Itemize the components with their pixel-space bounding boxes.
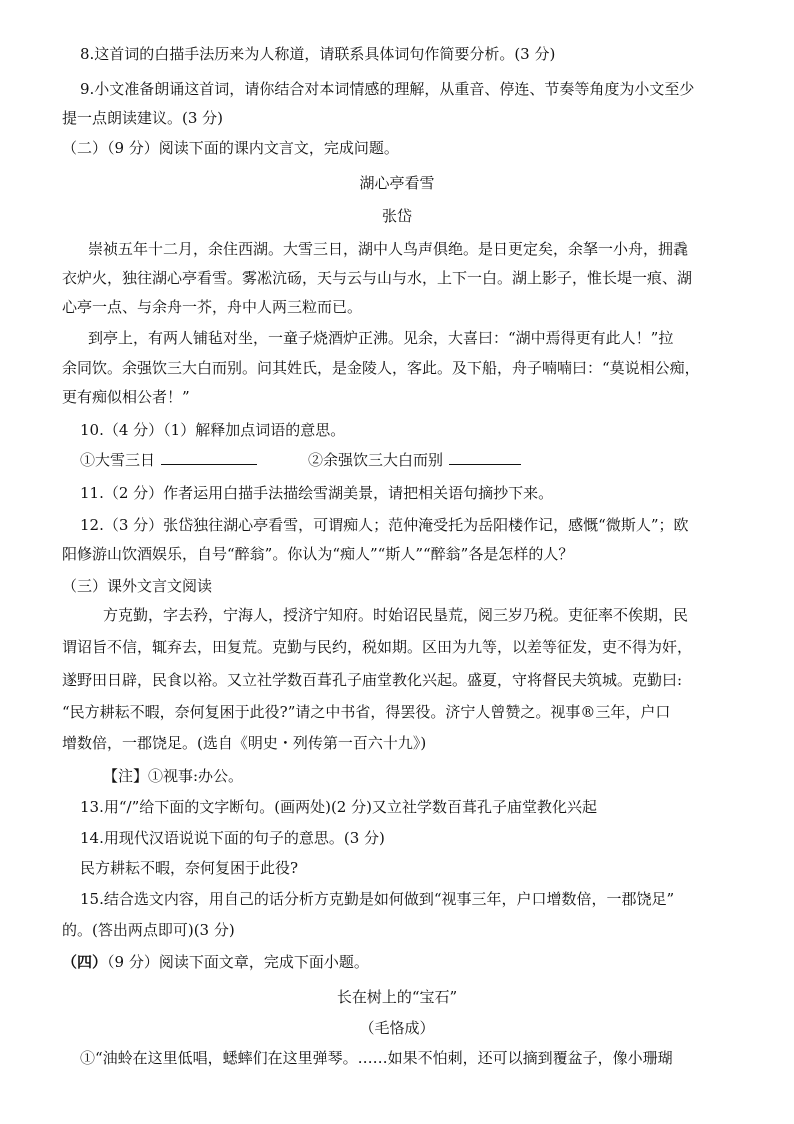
section-2-title: 湖心亭看雪 xyxy=(359,174,435,192)
section-2-author: 张岱 xyxy=(381,207,412,225)
question-14: 14.用现代汉语说说下面的句子的意思。(3 分) xyxy=(80,829,385,847)
section-4-title: 长在树上的“宝石” xyxy=(336,988,458,1006)
section-3-passage-line-2: 谓诏旨不信，辄弃去，田复荒。克勤与民约，税如期。区田为九等，以差等征发，吏不得为奸， xyxy=(62,638,693,656)
section-3-passage-line-1: 方克勤，字去矜，宁海人，授济宁知府。时始诏民垦荒，阅三岁乃税。吏征率不俟期，民 xyxy=(103,606,689,624)
question-14-sentence: 民方耕耘不暇，奈何复困于此役? xyxy=(80,859,299,877)
question-10: 10.（4 分）（1）解释加点词语的意思。 xyxy=(80,421,346,439)
section-3-note: 【注】①视事:办公。 xyxy=(103,767,244,785)
question-8: 8.这首词的白描手法历来为人称道，请联系具体词句作简要分析。(3 分) xyxy=(80,45,556,63)
section-4-instruction: （9 分）阅读下面文章，完成下面小题。 xyxy=(107,953,369,971)
question-10-item-b xyxy=(308,450,521,470)
question-11: 11.（2 分）作者运用白描手法描绘雪湖美景，请把相关语句摘抄下来。 xyxy=(80,484,554,502)
section-2-paragraph-1-line-2: 衣炉火，独往湖心亭看雪。雾凇沆砀，天与云与山与水，上下一白。湖上影子，惟长堤一痕、湖 xyxy=(62,269,693,287)
section-2-paragraph-2-line-2: 余同饮。余强饮三大白而别。问其姓氏，是金陵人，客此。及下船，舟子喃喃曰：“莫说相公痴， xyxy=(62,359,700,377)
section-2-paragraph-2-line-1: 到亭上，有两人铺毡对坐，一童子烧酒炉正沸。见余，大喜曰：“湖中焉得更有此人！”拉 xyxy=(88,329,674,347)
question-10-item-a xyxy=(80,450,257,470)
question-10-item-a-text: ①大雪三日 xyxy=(80,451,156,469)
section-2-paragraph-2-line-3: 更有痴似相公者！” xyxy=(62,388,190,406)
section-4-label: （四） xyxy=(62,953,108,971)
section-3-passage-line-5: 增数倍，一郡饶足。(选自《明史・列传第一百六十九》) xyxy=(62,734,427,752)
section-3-passage-line-4: “民方耕耘不暇，奈何复困于此役?”请之中书省，得罢役。济宁人曾赞之。视事®三年，户口 xyxy=(62,703,671,721)
question-12-line-1: 12.（3 分）张岱独往湖心亭看雪，可谓痴人；范仲淹受托为岳阳楼作记，感慨“微斯人”；欧 xyxy=(80,516,689,534)
question-10-item-b-text: ②余强饮三大白而别 xyxy=(308,451,444,469)
question-13: 13.用“/”给下面的文字断句。(画两处)(2 分)又立社学数百葺孔子庙堂教化兴起 xyxy=(80,798,597,816)
section-3-passage-line-3: 遂野田日辟，民食以裕。又立社学数百葺孔子庙堂教化兴起。盛夏，守将督民夫筑城。克勤曰: xyxy=(62,671,683,689)
question-15-line-1: 15.结合选文内容，用自己的话分析方克勤是如何做到“视事三年，户口增数倍，一郡饶足” xyxy=(80,890,675,908)
section-3-heading: （三）课外文言文阅读 xyxy=(62,577,213,595)
section-4-heading xyxy=(62,952,369,972)
section-2-paragraph-1-line-3: 心亭一点、与余舟一芥，舟中人两三粒而已。 xyxy=(62,298,363,316)
question-15-line-2: 的。(答出两点即可)(3 分) xyxy=(62,921,235,939)
question-9-line-1: 9.小文准备朗诵这首词，请你结合对本词情感的理解，从重音、停连、节奏等角度为小文至少 xyxy=(80,80,695,98)
section-4-paragraph-1: ①“油蛉在这里低唱，蟋蟀们在这里弹琴。……如果不怕刺，还可以摘到覆盆子，像小珊瑚 xyxy=(80,1049,673,1067)
section-4-author: （毛恪成） xyxy=(359,1019,435,1037)
section-2-heading: （二）（9 分）阅读下面的课内文言文，完成问题。 xyxy=(62,139,399,157)
answer-blank-a[interactable] xyxy=(161,450,257,465)
section-2-paragraph-1-line-1: 崇祯五年十二月，余住西湖。大雪三日，湖中人鸟声俱绝。是日更定矣，余拏一小舟，拥毳 xyxy=(88,240,689,258)
question-12-line-2: 阳修游山饮酒娱乐，自号“醉翁”。你认为“痴人”“斯人”“醉翁”各是怎样的人？ xyxy=(62,545,574,563)
question-9-line-2: 提一点朗读建议。(3 分) xyxy=(62,109,224,127)
answer-blank-b[interactable] xyxy=(449,450,521,465)
